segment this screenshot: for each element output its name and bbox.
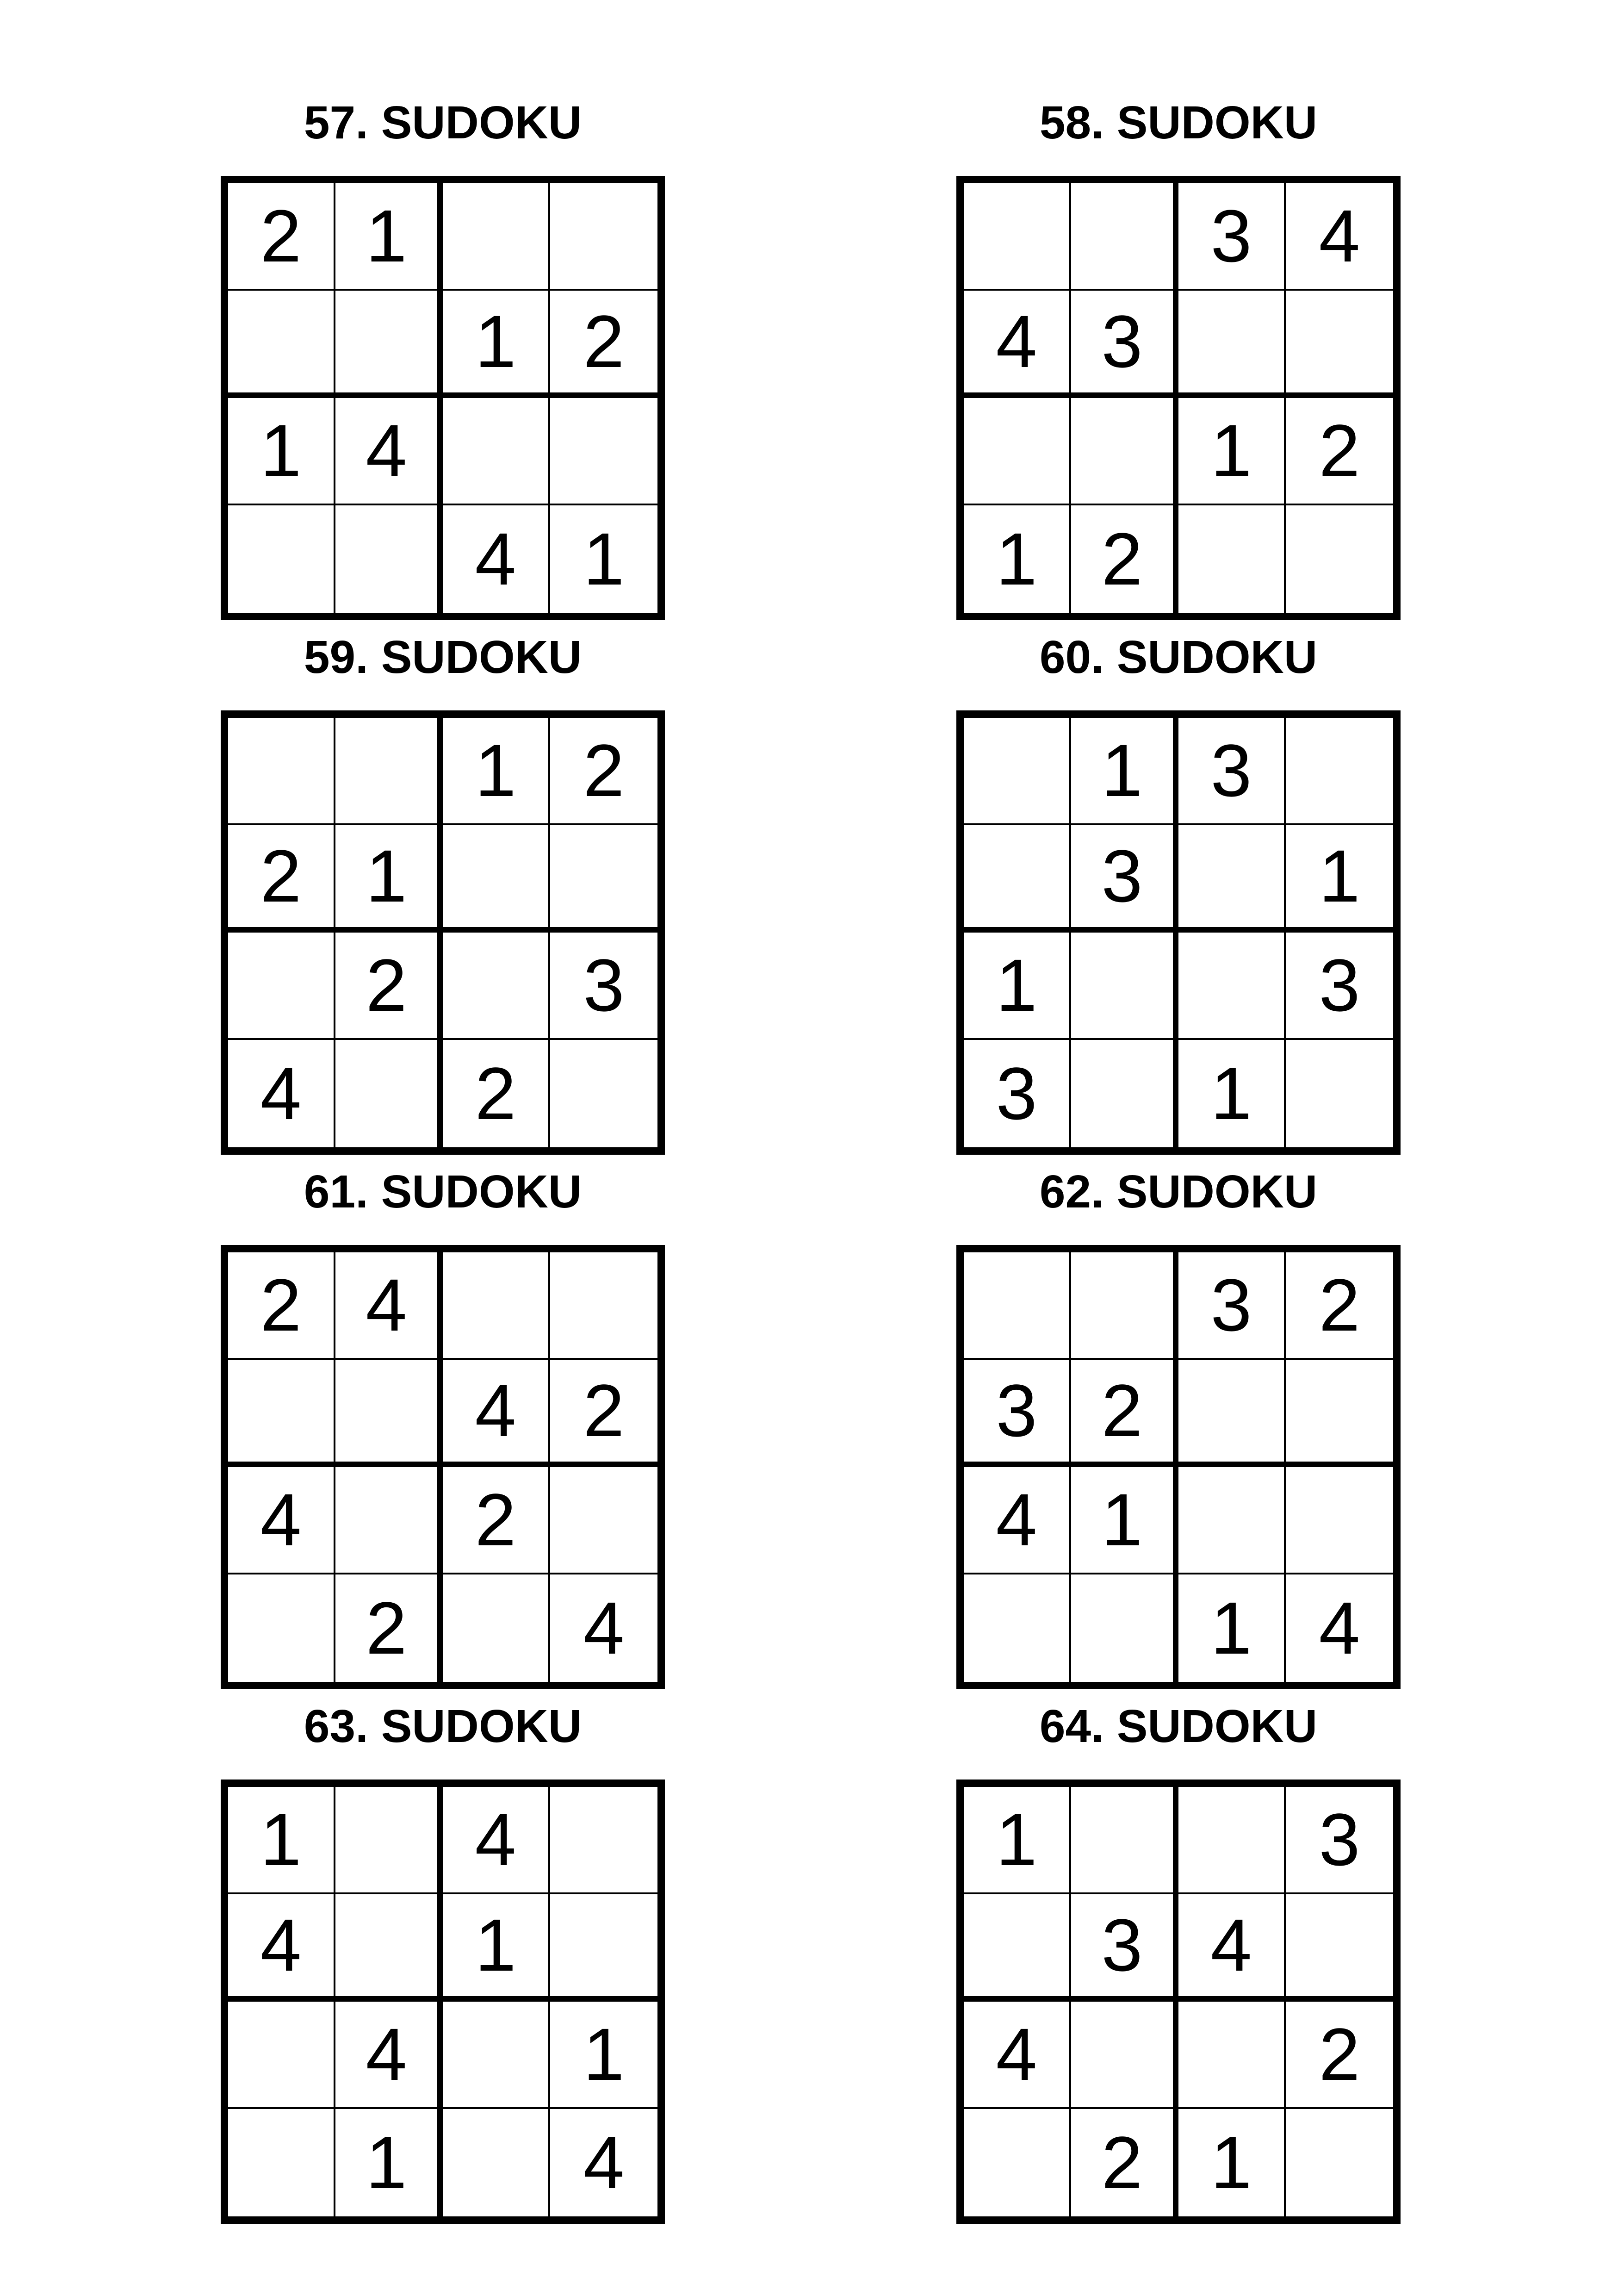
sudoku-cell[interactable]: 2 bbox=[550, 718, 657, 825]
sudoku-cell[interactable] bbox=[335, 1894, 443, 2002]
sudoku-cell[interactable]: 1 bbox=[1178, 1574, 1286, 1682]
sudoku-grid bbox=[956, 1780, 1401, 2224]
puzzle-title: 62. SUDOKU bbox=[1039, 1166, 1318, 1218]
sudoku-cell[interactable] bbox=[1071, 1040, 1178, 1147]
sudoku-cell[interactable] bbox=[443, 183, 550, 291]
sudoku-cell[interactable]: 4 bbox=[443, 505, 550, 613]
sudoku-cell[interactable] bbox=[1071, 2002, 1178, 2109]
sudoku-cell[interactable] bbox=[964, 2109, 1071, 2216]
sudoku-cell[interactable] bbox=[1178, 1787, 1286, 1894]
sudoku-cell[interactable] bbox=[1071, 1787, 1178, 1894]
sudoku-cell[interactable]: 3 bbox=[964, 1040, 1071, 1147]
sudoku-cell[interactable]: 1 bbox=[1178, 2109, 1286, 2216]
sudoku-cell[interactable]: 4 bbox=[443, 1360, 550, 1467]
sudoku-cell[interactable]: 3 bbox=[1178, 1252, 1286, 1360]
sudoku-cell[interactable] bbox=[1071, 398, 1178, 505]
sudoku-cell[interactable]: 3 bbox=[1286, 1787, 1393, 1894]
sudoku-cell[interactable] bbox=[335, 718, 443, 825]
sudoku-cell[interactable] bbox=[1178, 1360, 1286, 1467]
sudoku-cell[interactable] bbox=[443, 2002, 550, 2109]
sudoku-cell[interactable] bbox=[964, 1894, 1071, 2002]
sudoku-cell[interactable] bbox=[1178, 1467, 1286, 1574]
sudoku-cell[interactable] bbox=[1178, 505, 1286, 613]
sudoku-cell[interactable] bbox=[550, 398, 657, 505]
sudoku-cell[interactable] bbox=[964, 1252, 1071, 1360]
sudoku-cell[interactable]: 2 bbox=[443, 1040, 550, 1147]
sudoku-cell[interactable]: 2 bbox=[1071, 1360, 1178, 1467]
sudoku-cell[interactable] bbox=[1071, 1574, 1178, 1682]
puzzle-title: 63. SUDOKU bbox=[304, 1700, 582, 1752]
sudoku-cell[interactable] bbox=[550, 1467, 657, 1574]
sudoku-cell[interactable]: 1 bbox=[1071, 1467, 1178, 1574]
sudoku-cell[interactable] bbox=[1071, 933, 1178, 1040]
sudoku-cell[interactable] bbox=[1178, 933, 1286, 1040]
sudoku-cell[interactable]: 1 bbox=[335, 183, 443, 291]
sudoku-cell[interactable] bbox=[1286, 505, 1393, 613]
sudoku-cell[interactable]: 1 bbox=[228, 398, 335, 505]
sudoku-cell[interactable] bbox=[550, 1040, 657, 1147]
sudoku-cell[interactable]: 1 bbox=[583, 517, 625, 600]
puzzle-title: 58. SUDOKU bbox=[1039, 97, 1318, 149]
sudoku-cell[interactable]: 1 bbox=[1178, 398, 1286, 505]
sudoku-cell[interactable]: 3 bbox=[964, 1360, 1071, 1467]
sudoku-cell[interactable] bbox=[550, 1252, 657, 1360]
puzzle-title: 57. SUDOKU bbox=[304, 97, 582, 149]
sudoku-cell[interactable] bbox=[443, 1252, 550, 1360]
sudoku-cell[interactable] bbox=[443, 398, 550, 505]
sudoku-cell[interactable]: 1 bbox=[443, 718, 550, 825]
sudoku-cell[interactable] bbox=[335, 505, 443, 613]
sudoku-cell[interactable] bbox=[1071, 1252, 1178, 1360]
sudoku-cell[interactable]: 2 bbox=[1286, 2002, 1393, 2109]
sudoku-cell[interactable]: 1 bbox=[964, 1787, 1071, 1894]
sudoku-cell[interactable]: 2 bbox=[228, 1252, 335, 1360]
sudoku-cell[interactable]: 2 bbox=[1071, 505, 1178, 613]
sudoku-cell[interactable]: 3 bbox=[1071, 1894, 1178, 2002]
sudoku-cell[interactable] bbox=[1286, 1467, 1393, 1574]
sudoku-cell[interactable]: 4 bbox=[964, 1467, 1071, 1574]
sudoku-cell[interactable]: 4 bbox=[335, 398, 443, 505]
sudoku-cell[interactable]: 1 bbox=[1286, 825, 1393, 933]
sudoku-cell[interactable]: 3 bbox=[1071, 825, 1178, 933]
sudoku-cell[interactable]: 4 bbox=[443, 1787, 550, 1894]
sudoku-cell[interactable] bbox=[228, 1360, 335, 1467]
sudoku-cell[interactable] bbox=[335, 1467, 443, 1574]
sudoku-cell[interactable] bbox=[964, 398, 1071, 505]
sudoku-cell[interactable]: 1 bbox=[550, 2002, 657, 2109]
puzzle-title: 64. SUDOKU bbox=[1039, 1700, 1318, 1752]
sudoku-cell[interactable] bbox=[1286, 1894, 1393, 2002]
sudoku-cell[interactable]: 2 bbox=[550, 1360, 657, 1467]
sudoku-cell[interactable]: 3 bbox=[1178, 718, 1286, 825]
sudoku-cell[interactable]: 4 bbox=[1286, 183, 1393, 291]
sudoku-grid bbox=[956, 710, 1401, 1155]
puzzle-title: 61. SUDOKU bbox=[304, 1166, 582, 1218]
sudoku-cell[interactable] bbox=[1286, 291, 1393, 398]
sudoku-cell[interactable] bbox=[964, 718, 1071, 825]
sudoku-cell[interactable] bbox=[1178, 825, 1286, 933]
sudoku-cell[interactable]: 4 bbox=[228, 1894, 335, 2002]
sudoku-cell[interactable]: 4 bbox=[964, 2002, 1071, 2109]
sudoku-cell[interactable]: 1 bbox=[443, 291, 550, 398]
sudoku-cell[interactable] bbox=[335, 1787, 443, 1894]
sudoku-cell[interactable]: 1 bbox=[443, 1894, 550, 2002]
sudoku-cell[interactable] bbox=[228, 505, 335, 613]
sudoku-cell[interactable] bbox=[1286, 718, 1393, 825]
sudoku-cell[interactable] bbox=[335, 291, 443, 398]
sudoku-grid bbox=[221, 1780, 665, 2224]
sudoku-cell[interactable] bbox=[1071, 183, 1178, 291]
sudoku-cell[interactable]: 2 bbox=[1071, 2109, 1178, 2216]
puzzle-title: 60. SUDOKU bbox=[1039, 631, 1318, 683]
sudoku-cell[interactable]: 1 bbox=[1071, 718, 1178, 825]
sudoku-cell[interactable]: 4 bbox=[335, 1252, 443, 1360]
sudoku-cell[interactable] bbox=[228, 2002, 335, 2109]
sudoku-cell[interactable]: 4 bbox=[228, 1467, 335, 1574]
sudoku-cell[interactable] bbox=[228, 2109, 335, 2216]
sudoku-cell[interactable]: 4 bbox=[1319, 1587, 1360, 1669]
sudoku-cell[interactable] bbox=[228, 291, 335, 398]
sudoku-grid bbox=[221, 1245, 665, 1689]
sudoku-cell[interactable] bbox=[335, 1360, 443, 1467]
sudoku-cell[interactable] bbox=[228, 718, 335, 825]
sudoku-grid bbox=[221, 176, 665, 620]
sudoku-cell[interactable] bbox=[228, 1574, 335, 1682]
sudoku-cell[interactable]: 2 bbox=[1286, 398, 1393, 505]
sudoku-cell[interactable]: 1 bbox=[335, 825, 443, 933]
sudoku-cell[interactable] bbox=[550, 1787, 657, 1894]
sudoku-cell[interactable]: 4 bbox=[583, 2121, 625, 2204]
sudoku-cell[interactable]: 2 bbox=[1286, 1252, 1393, 1360]
sudoku-cell[interactable]: 4 bbox=[335, 2002, 443, 2109]
sudoku-cell[interactable]: 1 bbox=[964, 933, 1071, 1040]
sudoku-grid bbox=[956, 1245, 1401, 1689]
sudoku-cell[interactable] bbox=[443, 2109, 550, 2216]
sudoku-cell[interactable]: 2 bbox=[228, 825, 335, 933]
sudoku-cell[interactable] bbox=[335, 1040, 443, 1147]
sudoku-cell[interactable]: 4 bbox=[583, 1587, 625, 1669]
sudoku-cell[interactable] bbox=[550, 825, 657, 933]
sudoku-cell[interactable]: 3 bbox=[1286, 933, 1393, 1040]
sudoku-cell[interactable]: 2 bbox=[228, 183, 335, 291]
sudoku-cell[interactable] bbox=[964, 825, 1071, 933]
sudoku-cell[interactable] bbox=[1178, 2002, 1286, 2109]
sudoku-cell[interactable] bbox=[964, 183, 1071, 291]
sudoku-cell[interactable]: 2 bbox=[443, 1467, 550, 1574]
sudoku-cell[interactable]: 3 bbox=[1178, 183, 1286, 291]
sudoku-cell[interactable]: 3 bbox=[550, 933, 657, 1040]
sudoku-cell[interactable]: 1 bbox=[1178, 1040, 1286, 1147]
puzzle-title: 59. SUDOKU bbox=[304, 631, 582, 683]
sudoku-cell[interactable]: 4 bbox=[228, 1040, 335, 1147]
sudoku-cell[interactable] bbox=[550, 183, 657, 291]
sudoku-cell[interactable] bbox=[228, 933, 335, 1040]
sudoku-cell[interactable]: 4 bbox=[964, 291, 1071, 398]
sudoku-cell[interactable] bbox=[550, 1894, 657, 2002]
sudoku-cell[interactable] bbox=[1178, 291, 1286, 398]
sudoku-cell[interactable]: 1 bbox=[228, 1787, 335, 1894]
sudoku-cell[interactable] bbox=[443, 1574, 550, 1682]
sudoku-cell[interactable]: 2 bbox=[335, 1574, 443, 1682]
sudoku-cell[interactable]: 1 bbox=[335, 2109, 443, 2216]
sudoku-cell[interactable]: 2 bbox=[335, 933, 443, 1040]
sudoku-cell[interactable] bbox=[964, 1574, 1071, 1682]
sudoku-cell[interactable] bbox=[443, 825, 550, 933]
sudoku-cell[interactable] bbox=[1286, 2109, 1393, 2216]
sudoku-cell[interactable]: 1 bbox=[964, 505, 1071, 613]
sudoku-cell[interactable] bbox=[1286, 1040, 1393, 1147]
sudoku-cell[interactable] bbox=[1286, 1360, 1393, 1467]
sudoku-grid bbox=[956, 176, 1401, 620]
sudoku-cell[interactable] bbox=[443, 933, 550, 1040]
sudoku-cell[interactable]: 2 bbox=[550, 291, 657, 398]
sudoku-cell[interactable]: 3 bbox=[1071, 291, 1178, 398]
sudoku-cell[interactable]: 4 bbox=[1178, 1894, 1286, 2002]
sudoku-grid bbox=[221, 710, 665, 1155]
